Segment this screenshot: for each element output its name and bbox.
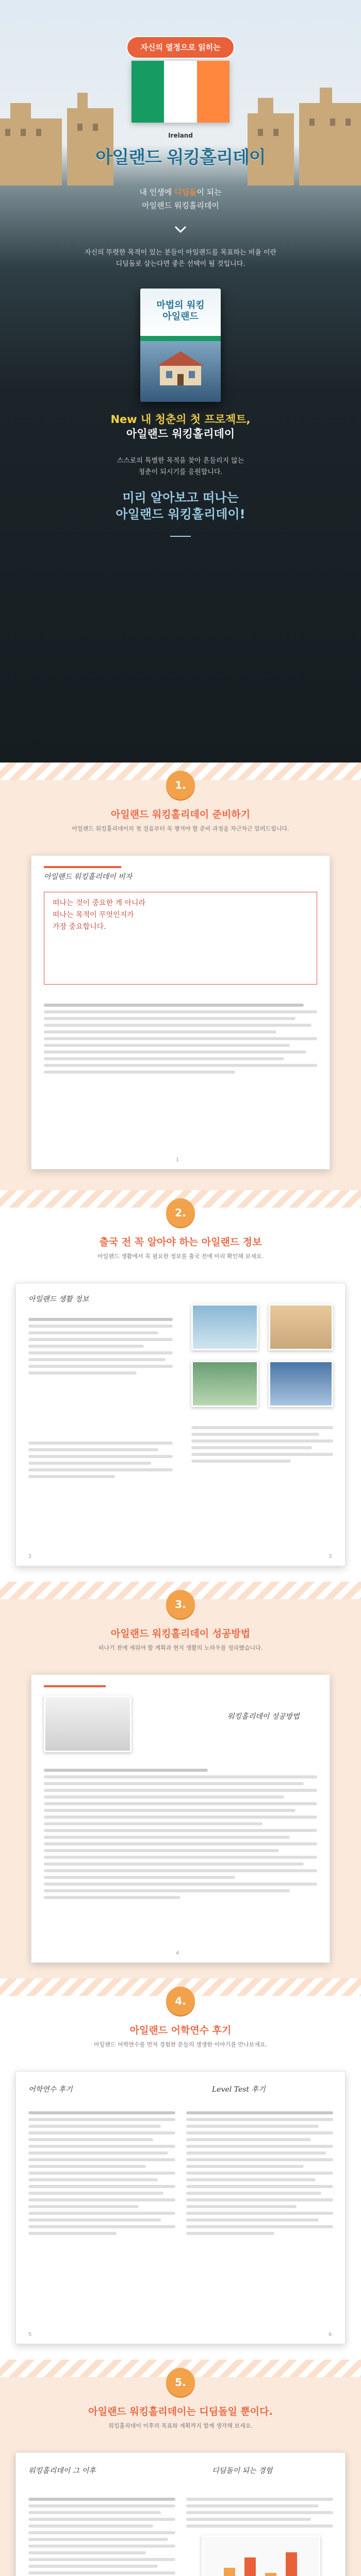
section-number: 2.	[166, 1198, 195, 1227]
ireland-flag-icon	[132, 61, 229, 123]
highlighted-text-block: 떠나는 것이 중요한 게 아니라 떠나는 목적이 무엇인지가 가장 중요합니다.	[44, 892, 317, 985]
section-title: 출국 전 꼭 알아야 하는 아일랜드 정보	[99, 1236, 262, 1248]
hero-new-project: New 내 청춘의 첫 프로젝트, 아일랜드 워킹홀리데이	[110, 413, 251, 440]
page-label-right: 디딤돌이 되는 경험	[212, 2467, 273, 2475]
photo-card	[191, 1361, 258, 1407]
page-label-left: 워킹홀리데이 그 이후	[28, 2467, 96, 2475]
book-cover-image	[140, 289, 221, 402]
book-spread-preview	[15, 2452, 346, 2576]
hero-cta-heading: 미리 알아보고 떠나는 아일랜드 워킹홀리데이!	[116, 490, 245, 521]
page-label-left: 어학연수 후기	[28, 2086, 73, 2094]
section-number: 4.	[166, 1987, 195, 2015]
section-title: 아일랜드 어학연수 후기	[129, 2025, 232, 2036]
hero-subtitle: 내 인생에 디딤돌이 되는 아일랜드 워킹홀리데이	[139, 188, 222, 210]
chart-image	[202, 2535, 320, 2576]
book-spread-preview: 어학연수 후기 Level Test 후기 5 6	[15, 2071, 346, 2344]
book-spread-preview: 아일랜드 생활 정보 2 3	[15, 1283, 346, 1566]
section-description: 아일랜드 어학연수를 먼저 경험한 분들의 생생한 이야기를 만나보세요.	[93, 2041, 268, 2048]
section-number: 3.	[166, 1590, 195, 1619]
divider	[170, 536, 191, 537]
section-description: 아일랜드 워킹홀리데이의 첫 걸음부터 꼭 챙겨야 할 준비 과정을 차근차근 알려드립니다.	[72, 825, 289, 832]
page-label: 아일랜드 워킹홀리데이 비자	[44, 873, 133, 881]
chevron-down-icon	[173, 223, 188, 237]
section-5	[0, 2360, 361, 2576]
section-4	[0, 1978, 361, 2360]
section-description: 아일랜드 생활에서 꼭 필요한 정보를 출국 전에 미리 확인해 보세요.	[97, 1253, 264, 1260]
hero-country: Ireland	[168, 132, 193, 139]
photo-visa	[269, 1361, 333, 1407]
section-title: 아일랜드 워킹홀리데이 성공방법	[110, 1628, 251, 1639]
section-title: 아일랜드 워킹홀리데이는 디딤돌일 뿐이다.	[88, 2406, 273, 2417]
page-label: 아일랜드 생활 정보	[28, 1295, 89, 1303]
section-3	[0, 1582, 361, 1978]
section-title: 아일랜드 워킹홀리데이 준비하기	[110, 809, 251, 820]
section-number: 1.	[166, 771, 195, 800]
photo-document	[269, 1304, 333, 1350]
section-2	[0, 1190, 361, 1582]
page-label-right: Level Test 후기	[212, 2086, 266, 2094]
hero-badge: 자신의 열정으로 읽히는	[126, 36, 235, 59]
book-title: 마법의 워킹 아일랜드	[156, 300, 205, 322]
section-number: 5.	[166, 2368, 195, 2397]
book-page-preview: 워킹홀리데이 성공방법 4	[31, 1674, 330, 1963]
hero-intro: 자신의 뚜렷한 목적이 있는 분들이 아일랜드를 목표하는 비율 이란 디딤돌로 삼는다면 좋은 선택이 될 것입니다.	[84, 249, 277, 268]
photo-form	[44, 1696, 132, 1752]
photo-passport	[191, 1304, 258, 1350]
section-description: 워킹홀리데이 이후의 목표와 계획까지 함께 생각해 보세요.	[108, 2422, 253, 2429]
section-1	[0, 762, 361, 1190]
section-description: 떠나기 전에 세워야 할 계획과 현지 생활의 노하우를 정리했습니다.	[98, 1645, 263, 1651]
page-label: 워킹홀리데이 성공방법	[227, 1713, 300, 1721]
book-page-preview: 아일랜드 워킹홀리데이 비자 떠나는 것이 중요한 게 아니라 떠나는 목적이 무엇인지가 가장 중요합니다. 1	[31, 855, 330, 1170]
hero-banner	[0, 0, 361, 762]
hero-story: 스스로의 특별한 목적을 찾아 흔들리지 않는 청춘이 되시기를 응원합니다.	[117, 457, 244, 476]
page-title: 아일랜드 워킹홀리데이	[95, 147, 266, 168]
house-illustration	[155, 349, 206, 385]
